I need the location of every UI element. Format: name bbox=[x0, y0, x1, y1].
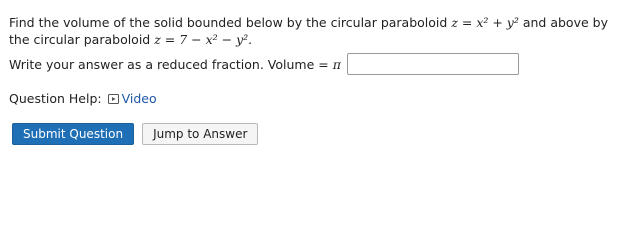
video-icon bbox=[108, 94, 119, 104]
submit-question-button[interactable]: Submit Question bbox=[12, 123, 134, 145]
math-lower-paraboloid: z = x² + y² bbox=[451, 15, 519, 30]
question-text-part-1: Find the volume of the solid bounded below by the circular paraboloid bbox=[9, 15, 452, 30]
answer-row bbox=[9, 51, 519, 77]
action-buttons bbox=[12, 123, 258, 145]
jump-to-answer-button[interactable]: Jump to Answer bbox=[142, 123, 258, 145]
math-upper-paraboloid: z = 7 − x² − y². bbox=[154, 32, 253, 47]
pi-symbol: π bbox=[332, 56, 341, 72]
question-text-part-2: and above by the circular paraboloid bbox=[9, 15, 608, 47]
question-text bbox=[9, 14, 609, 48]
video-help-link[interactable] bbox=[108, 91, 157, 106]
question-help bbox=[9, 91, 157, 106]
answer-instruction: Write your answer as a reduced fraction. Volume = bbox=[9, 56, 329, 72]
video-help-label: Video bbox=[121, 91, 157, 106]
volume-answer-input[interactable] bbox=[347, 53, 519, 75]
question-help-label: Question Help: bbox=[9, 91, 102, 106]
